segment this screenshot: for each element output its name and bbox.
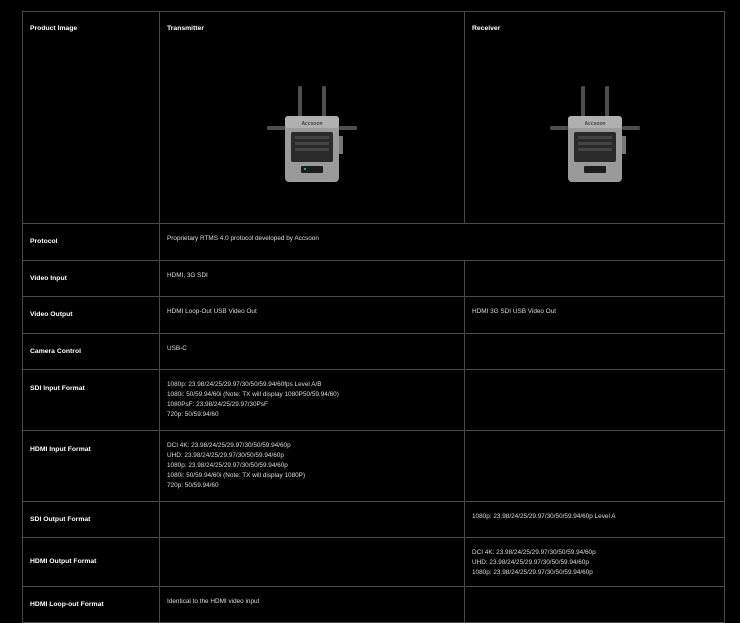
rx-cell [465, 587, 725, 623]
receiver-device-icon [550, 86, 640, 186]
rx-cell [465, 502, 725, 538]
header-receiver-label: Receiver [472, 25, 501, 32]
cell-line: Proprietary RTMS 4.0 protocol developed by Accsoon [167, 235, 319, 242]
tx-cell [160, 261, 465, 297]
table-row [23, 431, 725, 502]
brand-logo: Accsoon [583, 121, 606, 127]
cell-line: HDMI 3G SDI USB Video Out [472, 308, 557, 315]
table-row [23, 297, 725, 334]
tx-cell [160, 431, 465, 502]
tx-cell [160, 370, 465, 431]
header-transmitter-label: Transmitter [167, 25, 205, 32]
row-label: HDMI Input Format [23, 431, 160, 502]
rx-cell [465, 538, 725, 587]
table-row [23, 261, 725, 297]
protocol-cell [160, 224, 725, 261]
tx-cell [160, 587, 465, 623]
cell-line: 1080PsF: 23.98/24/25/29.97/30PsF [167, 401, 268, 408]
row-label: HDMI Loop-out Format [23, 587, 160, 623]
row-label: Video Input [23, 261, 160, 297]
cell-line: 1080p: 23.98/24/25/29.97/30/50/59.94/60p [167, 462, 288, 469]
spec-table [22, 11, 725, 623]
row-label: SDI Output Format [23, 502, 160, 538]
table-row [23, 502, 725, 538]
cell-line: 720p: 50/59.94/60 [167, 482, 219, 489]
header-row [23, 12, 725, 224]
cell-line: UHD: 23.98/24/25/29.97/30/50/59.94/60p [167, 452, 284, 459]
cell-line: UHD: 23.98/24/25/29.97/30/50/59.94/60p [472, 559, 589, 566]
tx-cell [160, 297, 465, 334]
table-row [23, 370, 725, 431]
table-row [23, 538, 725, 587]
header-receiver [465, 12, 725, 224]
rx-cell [465, 431, 725, 502]
rx-cell [465, 334, 725, 370]
rx-cell [465, 261, 725, 297]
cell-line: 1080p: 23.98/24/25/29.97/30/50/59.94/60p [472, 569, 593, 576]
header-product-image: Product Image [23, 12, 160, 224]
row-label: Camera Control [23, 334, 160, 370]
tx-cell [160, 538, 465, 587]
cell-line: DCI 4K: 23.98/24/25/29.97/30/50/59.94/60p [472, 549, 596, 556]
cell-line: USB-C [167, 345, 187, 352]
brand-logo: Accsoon [301, 121, 323, 127]
row-label: Video Output [23, 297, 160, 334]
cell-line: HDMI Loop-Out USB Video Out [167, 308, 257, 315]
cell-line: Identical to the HDMI video input [167, 598, 260, 605]
cell-line: DCI 4K: 23.98/24/25/29.97/30/50/59.94/60p [167, 442, 291, 449]
tx-cell [160, 334, 465, 370]
rx-cell [465, 370, 725, 431]
cell-line: 1080p: 23.98/24/25/29.97/30/50/59.94/60p Level A [472, 513, 616, 520]
row-label: SDI Input Format [23, 370, 160, 431]
cell-line: 1080i: 50/59.94/60i (Note: TX will display 1080P) [167, 472, 306, 479]
cell-line: 1080i: 50/59.94/60i (Note: TX will display 1080P50/59.94/60) [167, 391, 339, 398]
table-row [23, 587, 725, 623]
receiver-image [472, 34, 717, 186]
rx-cell [465, 297, 725, 334]
cell-line: HDMI, 3G SDI [167, 272, 208, 279]
cell-line: 720p: 50/59.94/60 [167, 411, 219, 418]
header-transmitter [160, 12, 465, 224]
row-label: Protocol [23, 224, 160, 261]
cell-line: 1080p: 23.98/24/25/29.97/30/50/59.94/60fps Level A/B [167, 381, 322, 388]
tx-cell [160, 502, 465, 538]
row-label: HDMI Output Format [23, 538, 160, 587]
table-row [23, 224, 725, 261]
table-row [23, 334, 725, 370]
transmitter-image [167, 34, 457, 186]
transmitter-device-icon [267, 86, 357, 186]
